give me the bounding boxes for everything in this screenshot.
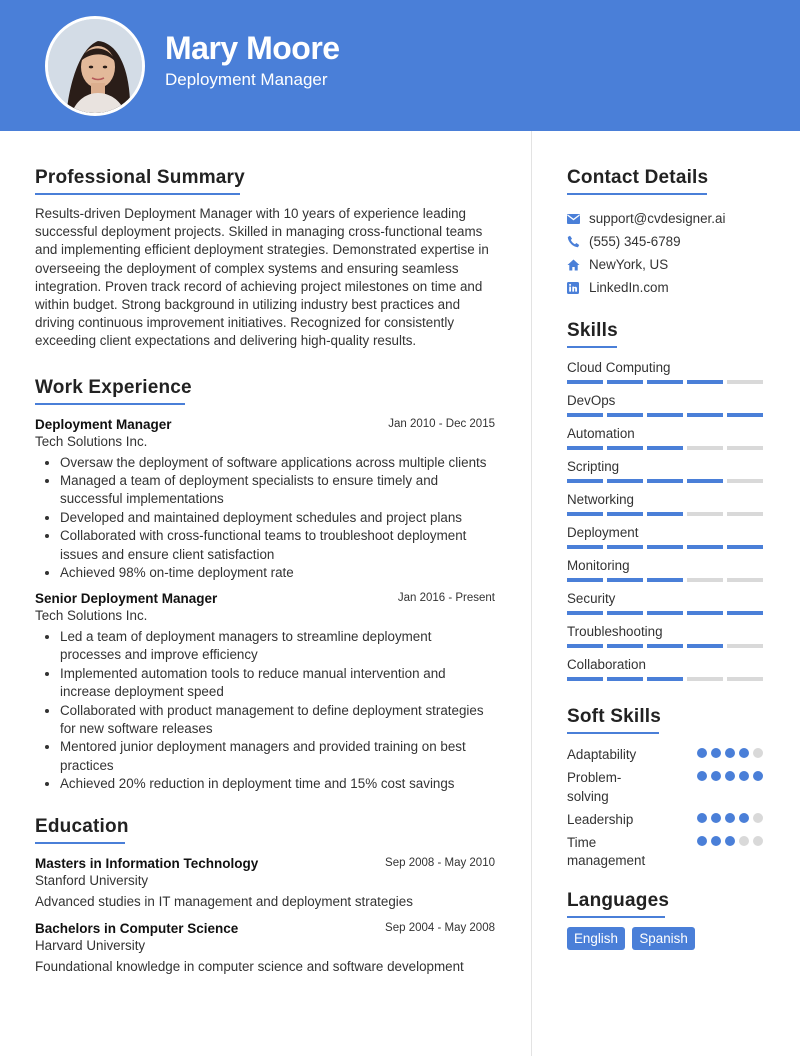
job-bullet: • Collaborated with cross-functional teams to troubleshoot deployment issues and ensure client satisfaction — [60, 527, 495, 563]
skill-item — [567, 459, 767, 492]
skill-segment-filled — [647, 545, 683, 549]
skill-segment-filled — [607, 677, 643, 681]
contact-linkedin-text: LinkedIn.com — [589, 280, 669, 295]
school: Stanford University — [35, 873, 149, 889]
skill-segment-empty — [727, 677, 763, 681]
rating-dot-filled — [725, 771, 735, 781]
contact-location — [567, 253, 767, 276]
contact-phone-text: (555) 345-6789 — [589, 234, 681, 249]
skill-item — [567, 591, 767, 624]
languages-title-underline — [567, 916, 665, 918]
rating-dot-filled — [739, 748, 749, 758]
candidate-name: Mary Moore — [165, 30, 340, 66]
skill-item — [567, 426, 767, 459]
education-section — [35, 816, 495, 974]
soft-skill-name: Problem-solving — [567, 770, 622, 804]
skill-level-bar — [567, 611, 763, 615]
profile-photo-icon — [48, 19, 145, 116]
rating-dot-filled — [739, 771, 749, 781]
summary-title-text: Professional Summary — [35, 167, 245, 188]
experience-section — [35, 377, 495, 794]
experience-title-underline — [35, 403, 185, 405]
skill-segment-filled — [647, 644, 683, 648]
sidebar-column — [567, 131, 767, 950]
skill-level-bar — [567, 644, 763, 648]
skill-segment-filled — [567, 611, 603, 615]
skill-segment-filled — [687, 644, 723, 648]
rating-dot-empty — [753, 836, 763, 846]
skill-segment-empty — [687, 512, 723, 516]
job-company: Tech Solutions Inc. — [35, 608, 148, 624]
summary-text: Results-driven Deployment Manager with 10 years of experience leading successful deployment projects. Skilled in managing cross-functional teams and implementing efficient deployment strategies. Demonstrated expertise in overseeing the deployment of complex systems and ensuring seamless integration. Proven track record of achieving project milestones on time and within budget. Strong background in utilizing industry best practices and driving continuous improvement initiatives. Recognized for consistently exceeding client expectations and delivering high-quality results. — [35, 206, 489, 349]
linkedin-icon — [567, 282, 589, 294]
skill-segment-filled — [607, 512, 643, 516]
skill-segment-filled — [727, 413, 763, 417]
resume-header — [0, 0, 800, 131]
contact-location-text: NewYork, US — [589, 257, 669, 272]
job-date: Jan 2016 - Present — [397, 592, 495, 605]
soft-skill-item — [567, 769, 767, 806]
contact-phone[interactable] — [567, 230, 767, 253]
skill-segment-filled — [567, 413, 603, 417]
skill-name: Cloud Computing — [567, 360, 671, 375]
soft-skill-name: Adaptability — [567, 747, 637, 762]
skill-level-bar — [567, 479, 763, 483]
column-divider — [531, 131, 532, 1056]
skills-list — [567, 360, 767, 690]
skill-level-bar — [567, 413, 763, 417]
rating-dot-filled — [711, 813, 721, 823]
skills-title-underline — [567, 346, 617, 348]
languages-list — [567, 927, 767, 950]
education-title-text: Education — [35, 816, 129, 838]
skill-segment-filled — [687, 479, 723, 483]
skill-segment-filled — [647, 446, 683, 450]
education-title — [35, 816, 129, 844]
skill-name: Networking — [567, 492, 634, 507]
job-bullet: • Led a team of deployment managers to streamline deployment processes and improve efficiency — [60, 628, 495, 664]
soft-skills-title — [567, 706, 661, 734]
skill-segment-filled — [607, 611, 643, 615]
skill-level-bar — [567, 380, 763, 384]
language-badge: Spanish — [632, 927, 694, 950]
skill-item — [567, 393, 767, 426]
job-title: Deployment Manager — [35, 416, 172, 432]
skill-segment-filled — [567, 545, 603, 549]
rating-dot-filled — [725, 813, 735, 823]
soft-skill-dots — [697, 813, 763, 823]
skill-segment-filled — [567, 446, 603, 450]
rating-dot-filled — [753, 771, 763, 781]
skill-segment-filled — [687, 545, 723, 549]
skill-name: Troubleshooting — [567, 624, 663, 639]
rating-dot-filled — [711, 748, 721, 758]
soft-skills-title-text: Soft Skills — [567, 706, 662, 727]
contact-title — [567, 167, 708, 195]
rating-dot-filled — [697, 836, 707, 846]
degree: Masters in Information Technology — [35, 856, 259, 872]
degree: Bachelors in Computer Science — [35, 921, 239, 937]
skill-segment-filled — [607, 545, 643, 549]
skill-segment-empty — [687, 446, 723, 450]
job-bullet: • Managed a team of deployment specialists to ensure timely and successful implementations — [60, 472, 495, 508]
rating-dot-empty — [753, 748, 763, 758]
skill-item — [567, 624, 767, 657]
soft-skills-section — [567, 706, 767, 871]
skill-segment-filled — [607, 413, 643, 417]
skill-name: Deployment — [567, 525, 639, 540]
experience-title-text: Work Experience — [35, 376, 192, 398]
skill-segment-empty — [727, 446, 763, 450]
experience-title — [35, 377, 192, 405]
education-entry — [35, 921, 495, 974]
summary-title-underline — [35, 193, 240, 195]
skill-segment-filled — [647, 413, 683, 417]
rating-dot-filled — [697, 748, 707, 758]
education-description: Foundational knowledge in computer science and software development — [35, 959, 464, 975]
skills-title-text: Skills — [567, 320, 618, 341]
skill-segment-filled — [607, 446, 643, 450]
languages-section — [567, 890, 767, 950]
skill-segment-filled — [647, 677, 683, 681]
skill-segment-filled — [607, 578, 643, 582]
skill-name: Scripting — [567, 459, 620, 474]
job-bullet: • Mentored junior deployment managers and provided training on best practices — [60, 738, 495, 774]
rating-dot-empty — [739, 836, 749, 846]
rating-dot-filled — [725, 836, 735, 846]
skill-segment-filled — [687, 413, 723, 417]
job-bullet: • Achieved 20% reduction in deployment time and 15% cost savings — [60, 775, 495, 793]
skill-segment-empty — [727, 578, 763, 582]
rating-dot-empty — [753, 813, 763, 823]
education-description: Advanced studies in IT management and deployment strategies — [35, 894, 413, 910]
soft-skills-title-underline — [567, 732, 659, 734]
job-entry — [35, 591, 495, 793]
skill-item — [567, 525, 767, 558]
skill-segment-filled — [727, 545, 763, 549]
skill-segment-filled — [607, 380, 643, 384]
soft-skill-name: Time management — [567, 834, 646, 868]
skill-segment-filled — [567, 479, 603, 483]
skill-name: Automation — [567, 426, 635, 441]
job-entry — [35, 417, 495, 583]
languages-title — [567, 890, 669, 918]
job-bullet: • Developed and maintained deployment schedules and project plans — [60, 509, 495, 527]
skill-segment-filled — [567, 677, 603, 681]
skill-name: DevOps — [567, 393, 616, 408]
skill-name: Security — [567, 591, 616, 606]
skill-level-bar — [567, 446, 763, 450]
skill-segment-filled — [607, 644, 643, 648]
rating-dot-filled — [711, 771, 721, 781]
skill-level-bar — [567, 545, 763, 549]
skill-segment-filled — [647, 479, 683, 483]
soft-skill-dots — [697, 836, 763, 846]
contact-title-underline — [567, 193, 707, 195]
skill-segment-filled — [567, 578, 603, 582]
skill-segment-filled — [647, 611, 683, 615]
soft-skill-name: Leadership — [567, 811, 634, 827]
skill-segment-filled — [567, 644, 603, 648]
languages-title-text: Languages — [567, 889, 670, 911]
job-title: Senior Deployment Manager — [35, 591, 218, 607]
skill-segment-filled — [687, 380, 723, 384]
job-bullet: • Implemented automation tools to reduce manual intervention and increase deployment speed — [60, 665, 495, 701]
skill-segment-empty — [727, 512, 763, 516]
contact-section — [567, 167, 767, 299]
soft-skill-item — [567, 811, 767, 830]
contact-email-text: support@cvdesigner.ai — [589, 211, 726, 226]
soft-skill-item — [567, 834, 767, 871]
job-company: Tech Solutions Inc. — [35, 433, 148, 449]
soft-skill-dots — [697, 771, 763, 781]
skill-name: Monitoring — [567, 558, 630, 573]
education-date: Sep 2008 - May 2010 — [385, 857, 495, 870]
soft-skill-item — [567, 746, 767, 765]
phone-icon — [567, 235, 589, 248]
skill-level-bar — [567, 512, 763, 516]
rating-dot-filled — [739, 813, 749, 823]
envelope-icon — [567, 214, 589, 224]
skill-segment-empty — [727, 380, 763, 384]
home-icon — [567, 259, 589, 271]
summary-section — [35, 167, 495, 351]
profile-photo — [45, 16, 145, 116]
skill-segment-filled — [567, 380, 603, 384]
main-column — [35, 131, 495, 974]
contact-linkedin[interactable] — [567, 276, 767, 299]
skill-segment-empty — [687, 578, 723, 582]
education-date: Sep 2004 - May 2008 — [385, 922, 495, 935]
skill-item — [567, 558, 767, 591]
rating-dot-filled — [711, 836, 721, 846]
skill-segment-filled — [727, 611, 763, 615]
skill-segment-filled — [687, 611, 723, 615]
skill-segment-empty — [687, 677, 723, 681]
candidate-role: Deployment Manager — [165, 70, 328, 89]
skill-item — [567, 360, 767, 393]
skill-segment-empty — [727, 644, 763, 648]
education-entry — [35, 856, 495, 909]
soft-skills-list — [567, 746, 767, 871]
soft-skill-dots — [697, 748, 763, 758]
job-date: Jan 2010 - Dec 2015 — [388, 417, 495, 430]
skill-item — [567, 657, 767, 690]
skill-level-bar — [567, 578, 763, 582]
rating-dot-filled — [725, 748, 735, 758]
skill-item — [567, 492, 767, 525]
contact-title-text: Contact Details — [567, 167, 709, 188]
skills-title — [567, 320, 618, 348]
job-bullets — [35, 454, 495, 583]
skill-segment-filled — [647, 578, 683, 582]
skill-segment-filled — [567, 512, 603, 516]
language-badge: English — [567, 927, 625, 950]
contact-email[interactable] — [567, 207, 767, 230]
skills-section — [567, 320, 767, 690]
rating-dot-filled — [697, 771, 707, 781]
skill-name: Collaboration — [567, 657, 646, 672]
skill-segment-filled — [647, 380, 683, 384]
skill-level-bar — [567, 677, 763, 681]
skill-segment-filled — [647, 512, 683, 516]
job-bullet: • Collaborated with product management to define deployment strategies for new software releases — [60, 702, 495, 738]
skill-segment-empty — [727, 479, 763, 483]
rating-dot-filled — [697, 813, 707, 823]
summary-title — [35, 167, 245, 195]
skill-segment-filled — [607, 479, 643, 483]
school: Harvard University — [35, 938, 146, 954]
job-bullet: • Oversaw the deployment of software applications across multiple clients — [60, 454, 495, 472]
job-bullet: • Achieved 98% on-time deployment rate — [60, 564, 495, 582]
education-title-underline — [35, 842, 125, 844]
job-bullets — [35, 628, 495, 793]
